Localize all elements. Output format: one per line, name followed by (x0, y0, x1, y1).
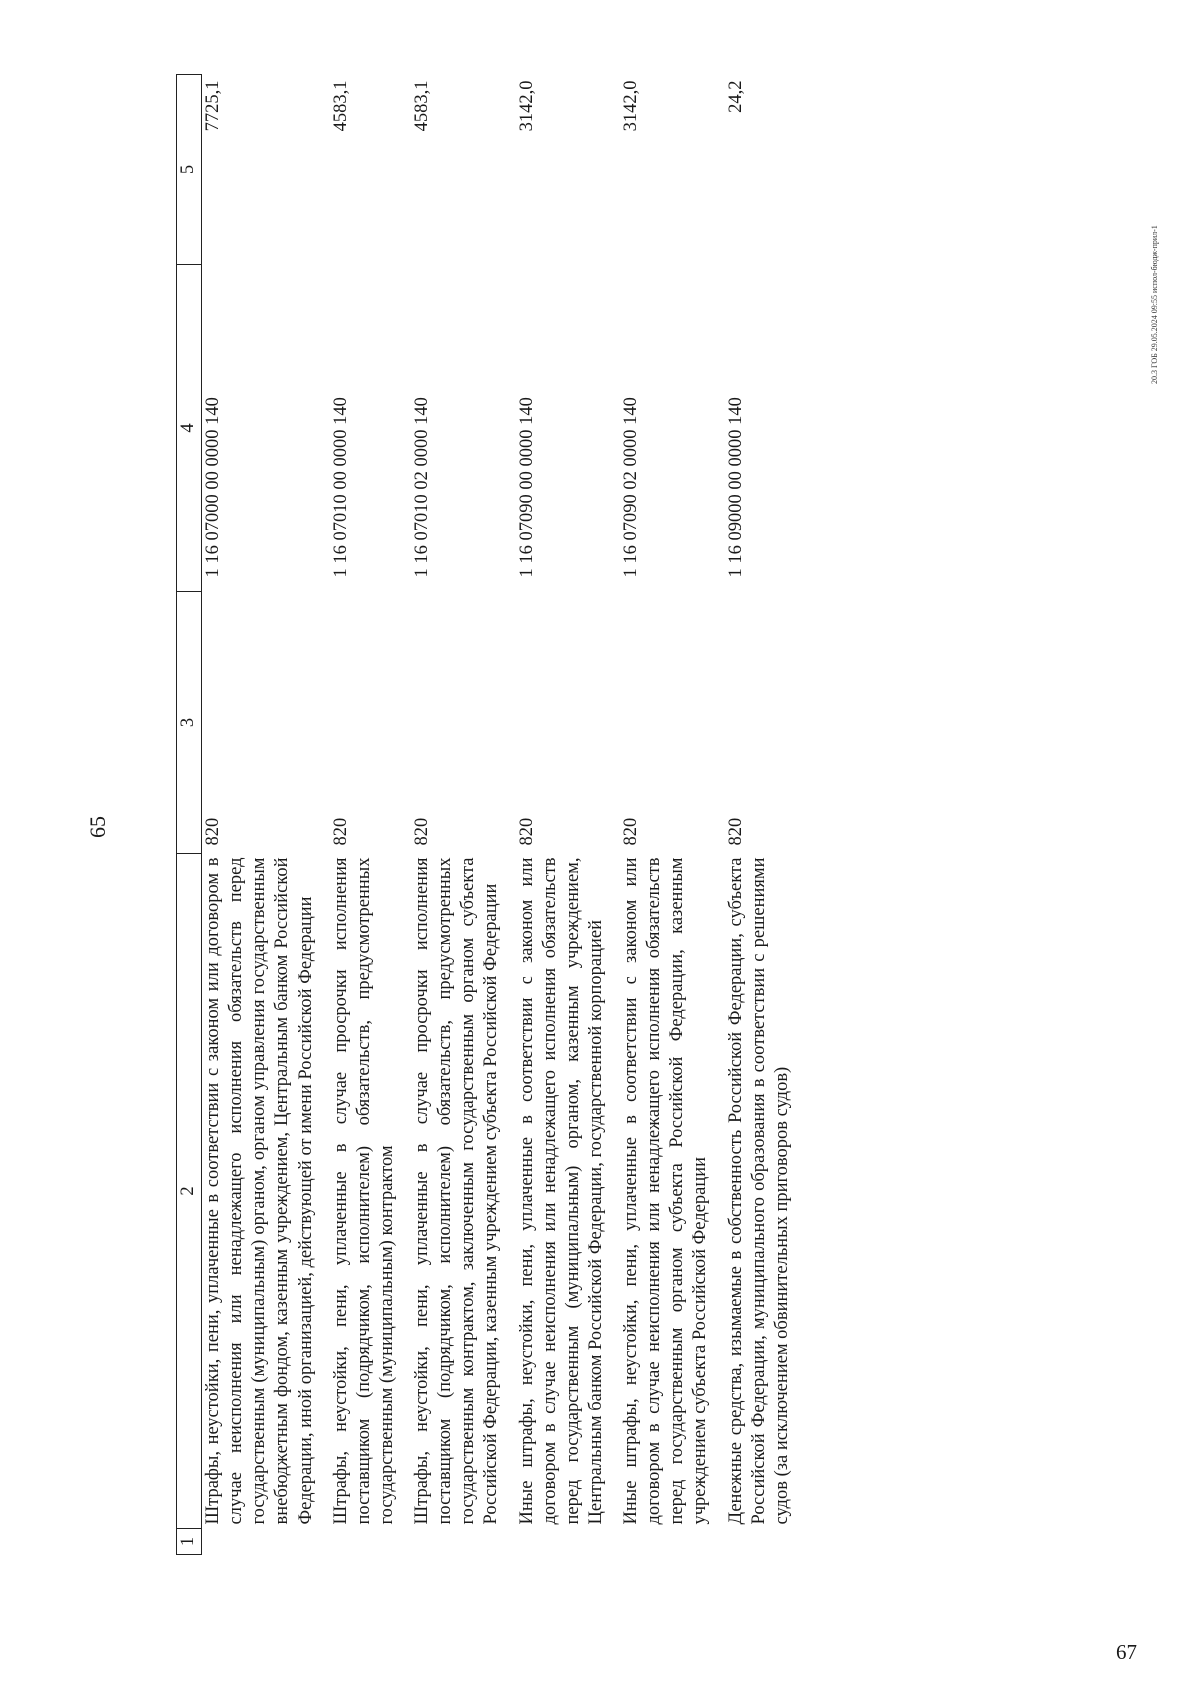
row-admin-code: 820 (412, 817, 432, 846)
table-row (514, 75, 619, 1555)
table-row (618, 75, 723, 1555)
table-row (723, 75, 804, 1555)
row-name: Штрафы, неустойки, пени, уплаченные в случае просрочки исполнения поставщиком (подрядчиком, исполнителем) обязательств, предусмотренных государственным контрактом, заключенным государственным органом субъекта Российской Федерации, казенным учреждением субъекта Российской Федерации (412, 857, 502, 1525)
row-admin-code: 820 (330, 817, 351, 846)
row-number (202, 1529, 328, 1555)
rotated-table-area (176, 75, 1026, 1555)
row-admin-code: 820 (203, 817, 223, 846)
page-number-bottom: 67 (1116, 1640, 1137, 1664)
row-number (618, 1529, 723, 1555)
row-number (723, 1529, 804, 1555)
header-col-5: 5 (177, 75, 202, 265)
row-name: Денежные средства, изымаемые в собственность Российской Федерации, субъекта Российской Федерации, муниципального образования в соответствии с решениями судов (за исключением обвинительных приговоров судов) (725, 857, 792, 1525)
row-budget-code: 1 16 09000 00 0000 140 (725, 397, 746, 578)
table-header-row (177, 75, 202, 1555)
row-amount: 24,2 (725, 80, 746, 113)
row-name: Штрафы, неустойки, пени, уплаченные в соответствии с законом или договором в случае неисполнения или ненадлежащего исполнения обязательств перед государственным (муниципальным) органом, органом управления государственным внебюджетным фондом, казенным учреждением, Центральным банком Российской Федерации, иной организацией, действующей от имени Российской Федерации (203, 857, 316, 1525)
footer-document-code: 20.3 ГОБ 29.05.2024 09:55 испол-бюдж-прил-1 (1150, 225, 1159, 384)
row-amount: 3142,0 (516, 80, 537, 132)
row-admin-code: 820 (725, 817, 746, 846)
row-budget-code: 1 16 07010 00 0000 140 (330, 397, 351, 578)
row-amount: 3142,0 (621, 80, 641, 132)
header-col-2: 2 (177, 854, 202, 1529)
header-col-1: 1 (177, 1529, 202, 1555)
table-row (202, 75, 328, 1555)
row-name: Штрафы, неустойки, пени, уплаченные в случае просрочки исполнения поставщиком (подрядчиком, исполнителем) обязательств, предусмотренных государственным (муниципальным) контрактом (330, 857, 397, 1525)
row-budget-code: 1 16 07090 02 0000 140 (621, 397, 641, 578)
revenue-table (176, 74, 804, 1555)
row-admin-code: 820 (516, 817, 537, 846)
row-number (514, 1529, 619, 1555)
row-budget-code: 1 16 07000 00 0000 140 (203, 397, 223, 578)
row-admin-code: 820 (621, 817, 641, 846)
row-budget-code: 1 16 07090 00 0000 140 (516, 397, 537, 578)
row-name: Иные штрафы, неустойки, пени, уплаченные в соответствии с законом или договором в случае неисполнения или ненадлежащего исполнения обязательств перед государственным органом субъекта Российской Федерации, казенным учреждением субъекта Российской Федерации (621, 857, 711, 1525)
header-col-4: 4 (177, 265, 202, 592)
header-col-3: 3 (177, 592, 202, 854)
row-amount: 4583,1 (412, 80, 432, 132)
row-name: Иные штрафы, неустойки, пени, уплаченные в соответствии с законом или договором в случае неисполнения или ненадлежащего исполнения обязательств перед государственным (муниципальным) органом, казенным учреждением, Центральным банком Российской Федерации, государственной корпорацией (516, 857, 606, 1525)
row-amount: 7725,1 (203, 80, 223, 132)
table-row (328, 75, 409, 1555)
table-row (409, 75, 514, 1555)
page-number-top: 65 (85, 816, 110, 838)
row-budget-code: 1 16 07010 02 0000 140 (412, 397, 432, 578)
row-number (328, 1529, 409, 1555)
row-number (409, 1529, 514, 1555)
row-amount: 4583,1 (330, 80, 351, 132)
